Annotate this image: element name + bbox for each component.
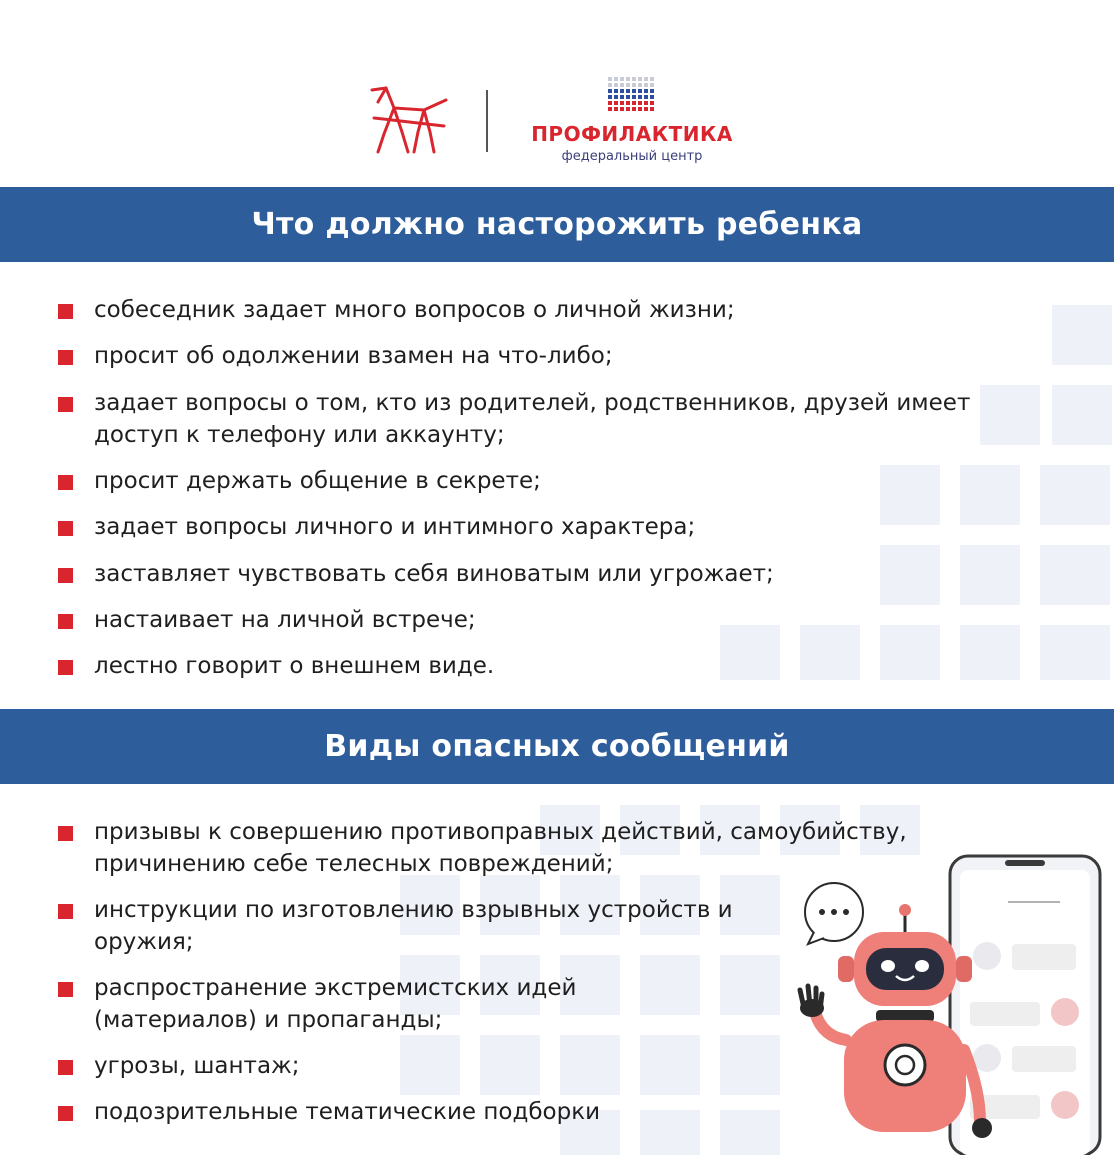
bullet-marker xyxy=(58,660,73,675)
list-item: заставляет чувствовать себя виноватым или угрожает; xyxy=(58,558,1018,590)
bullet-marker xyxy=(58,304,73,319)
section2-header xyxy=(0,709,1114,784)
section1-title: Что должно насторожить ребенка xyxy=(251,207,863,242)
bullet-marker xyxy=(58,521,73,536)
list-item: задает вопросы личного и интимного характера; xyxy=(58,511,1018,543)
logo-divider xyxy=(486,90,488,152)
bullet-marker xyxy=(58,475,73,490)
speech-bubble-icon xyxy=(805,883,863,944)
bullet-marker xyxy=(58,397,73,412)
list-item: настаивает на личной встрече; xyxy=(58,604,1018,636)
list-item: подозрительные тематические подборки xyxy=(58,1096,1018,1128)
list-item: просит держать общение в секрете; xyxy=(58,465,1018,497)
bullet-marker xyxy=(58,1106,73,1121)
bullet-marker xyxy=(58,982,73,997)
list-item: лестно говорит о внешнем виде. xyxy=(58,650,1018,682)
robot-illustration xyxy=(780,840,1110,1155)
section2-title: Виды опасных сообщений xyxy=(324,729,790,764)
header xyxy=(0,60,1114,180)
list-item: собеседник задает много вопросов о личной жизни; xyxy=(58,294,1018,326)
list-item: просит об одолжении взамен на что-либо; xyxy=(58,340,1018,372)
list-item: задает вопросы о том, кто из родителей, родственников, друзей имеет доступ к телефону или аккаунту; xyxy=(58,387,1018,451)
bullet-marker xyxy=(58,568,73,583)
section1-header xyxy=(0,187,1114,262)
flag-grid-logo-icon xyxy=(608,77,656,115)
bullet-marker xyxy=(58,904,73,919)
phone-chat-illustration xyxy=(950,856,1100,1155)
list-item: угрозы, шантаж; xyxy=(58,1050,1018,1082)
list-item: инструкции по изготовлению взрывных устройств и оружия; xyxy=(58,894,778,958)
list-item: призывы к совершению противоправных действий, самоубийству, причинению себе телесных повреждений; xyxy=(58,816,1018,880)
bullet-marker xyxy=(58,1060,73,1075)
bullet-marker xyxy=(58,350,73,365)
bullet-marker xyxy=(58,614,73,629)
bullet-marker xyxy=(58,826,73,841)
list-item: распространение экстремистских идей (материалов) и пропаганды; xyxy=(58,972,708,1036)
logo-title: ПРОФИЛАКТИКА xyxy=(531,122,733,146)
horse-logo-icon xyxy=(364,82,454,157)
logo-subtitle: федеральный центр xyxy=(561,149,703,164)
